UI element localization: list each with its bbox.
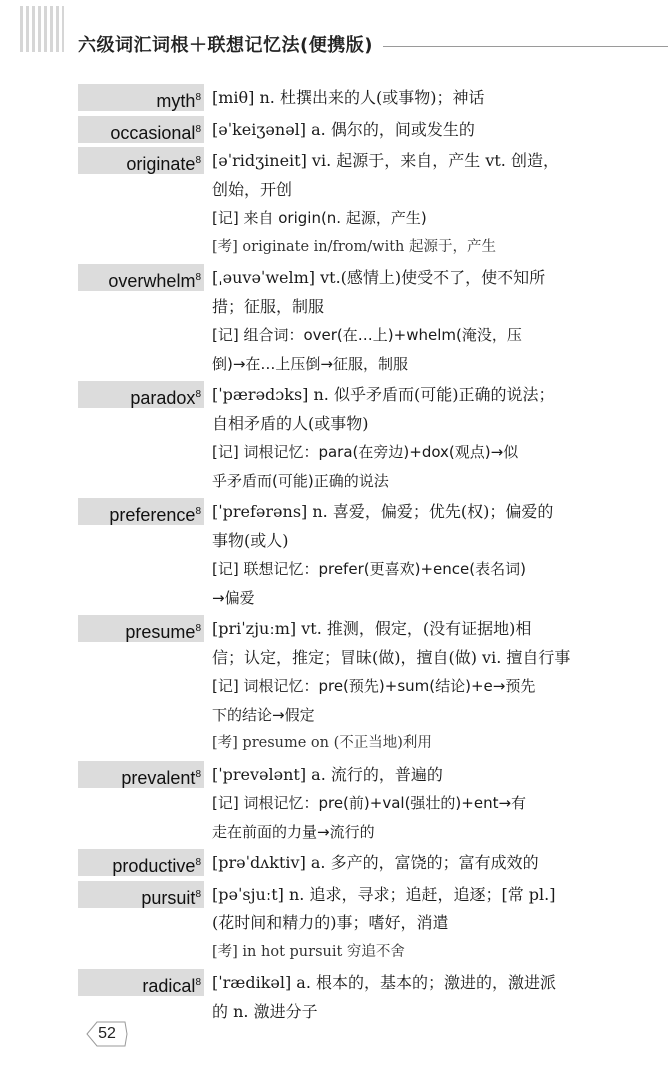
- entry-line: 倒)→在…上压倒→征服，制服: [212, 354, 408, 373]
- frequency-mark: 8: [195, 623, 201, 634]
- headword-text: overwhelm: [108, 271, 196, 291]
- entry-line: [əˈridʒineit] vi. 起源于，来自，产生 vt. 创造，: [212, 151, 559, 170]
- entry-line: [ˈrædikəl] a. 根本的，基本的；激进的，激进派: [212, 973, 557, 992]
- entry-occasional: [0, 116, 671, 145]
- headword-text: preference: [109, 505, 196, 525]
- entry-originate: [0, 147, 671, 261]
- headword: [78, 381, 204, 408]
- entry-productive: [0, 849, 671, 878]
- headword: [78, 881, 204, 908]
- headword-text: paradox: [130, 388, 196, 408]
- running-header: [78, 26, 668, 62]
- headword-text: productive: [112, 856, 196, 876]
- entry-line: [pəˈsjuːt] n. 追求，寻求；追赶，追逐；[常 pl.]: [212, 884, 556, 904]
- entry-line: 措；征服，制服: [212, 296, 325, 316]
- headword-text: radical: [142, 976, 196, 996]
- entry-line: 乎矛盾而(可能)正确的说法: [212, 471, 389, 490]
- frequency-mark: 8: [195, 977, 201, 988]
- entry-line: [记] 词根记忆：pre(前)+val(强壮的)+ent→有: [212, 794, 527, 812]
- corner-decoration: [20, 6, 64, 52]
- entry-line: [miθ] n. 杜撰出来的人(或事物)；神话: [212, 88, 485, 107]
- headword-text: originate: [126, 154, 196, 174]
- entry-line: 下的结论→假定: [212, 705, 315, 724]
- entry-prevalent: [0, 761, 671, 847]
- entry-line: [考] presume on (不正当地)利用: [212, 735, 432, 751]
- entry-preference: [0, 498, 671, 612]
- headword: [78, 615, 204, 642]
- headword-text: occasional: [110, 122, 196, 143]
- entry-body: [212, 761, 604, 847]
- entry-line: [priˈzjuːm] vt. 推测，假定，(没有证据地)相: [212, 619, 532, 638]
- entry-line: [记] 来自 origin(n. 起源，产生): [212, 209, 427, 227]
- entry-body: [212, 116, 604, 145]
- entry-line: 走在前面的力量→流行的: [212, 822, 375, 841]
- entry-line: 的 n. 激进分子: [212, 1001, 318, 1021]
- entry-body: [212, 381, 604, 495]
- entry-body: [212, 881, 604, 967]
- entry-line: [记] 联想记忆：prefer(更喜欢)+ence(表名词): [212, 560, 526, 578]
- headword: [78, 849, 204, 876]
- frequency-mark: 8: [195, 888, 201, 900]
- frequency-mark: 8: [195, 389, 201, 400]
- header-rule: [383, 46, 668, 47]
- entry-line: [考] in hot pursuit 穷追不舍: [212, 943, 405, 960]
- entry-line: 创始，开创: [212, 179, 293, 199]
- headword: [78, 498, 204, 525]
- entry-line: [记] 词根记忆：pre(预先)+sum(结论)+e→预先: [212, 677, 536, 695]
- headword: [78, 264, 204, 291]
- headword: [78, 761, 204, 788]
- headword: [78, 116, 204, 143]
- headword-text: prevalent: [121, 767, 196, 788]
- headword: [78, 84, 204, 111]
- frequency-mark: 8: [195, 155, 201, 166]
- entry-paradox: [0, 381, 671, 495]
- page-number: [84, 1018, 130, 1050]
- headword: [78, 969, 204, 996]
- headword: [78, 147, 204, 174]
- frequency-mark: 8: [195, 768, 201, 780]
- entry-line: [prəˈdʌktiv] a. 多产的，富饶的；富有成效的: [212, 853, 539, 872]
- entry-line: [考] originate in/from/with 起源于，产生: [212, 238, 496, 255]
- entry-pursuit: [0, 881, 671, 967]
- entry-presume: [0, 615, 671, 758]
- entry-line: 事物(或人): [212, 530, 289, 550]
- entry-myth: [0, 84, 671, 113]
- entry-overwhelm: [0, 264, 671, 378]
- entry-line: [记] 词根记忆：para(在旁边)+dox(观点)→似: [212, 443, 519, 461]
- entry-line: [ˈprefərəns] n. 喜爱，偏爱；优先(权)；偏爱的: [212, 502, 554, 521]
- frequency-mark: 8: [195, 272, 201, 283]
- entry-body: [212, 969, 604, 1026]
- entry-list: [0, 84, 671, 1029]
- entry-line: [ˈpærədɔks] n. 似乎矛盾而(可能)正确的说法；: [212, 385, 555, 404]
- page-number-text: 52: [98, 1025, 116, 1042]
- entry-line: [ˈprevələnt] a. 流行的，普遍的: [212, 764, 443, 784]
- header-title: 六级词汇词根＋联想记忆法(便携版): [78, 35, 373, 56]
- entry-line: [ˌəuvəˈwelm] vt.(感情上)使受不了，使不知所: [212, 268, 546, 287]
- headword-text: pursuit: [141, 887, 196, 908]
- entry-line: (花时间和精力的)事；嗜好，消遣: [212, 913, 449, 932]
- entry-body: [212, 147, 604, 261]
- entry-line: [əˈkeiʒənəl] a. 偶尔的，间或发生的: [212, 119, 475, 139]
- entry-body: [212, 849, 604, 878]
- entry-body: [212, 498, 604, 612]
- entry-body: [212, 84, 604, 113]
- frequency-mark: 8: [195, 123, 201, 135]
- entry-body: [212, 264, 604, 378]
- entry-line: →偏爱: [212, 588, 255, 607]
- entry-body: [212, 615, 604, 758]
- headword-text: myth: [156, 91, 196, 111]
- frequency-mark: 8: [195, 857, 201, 868]
- frequency-mark: 8: [195, 506, 201, 517]
- entry-line: [记] 组合词：over(在…上)+whelm(淹没，压: [212, 326, 522, 344]
- entry-line: 自相矛盾的人(或事物): [212, 413, 369, 433]
- frequency-mark: 8: [195, 92, 201, 103]
- entry-line: 信；认定，推定；冒昧(做)，擅自(做) vi. 擅自行事: [212, 647, 571, 667]
- headword-text: presume: [125, 622, 196, 642]
